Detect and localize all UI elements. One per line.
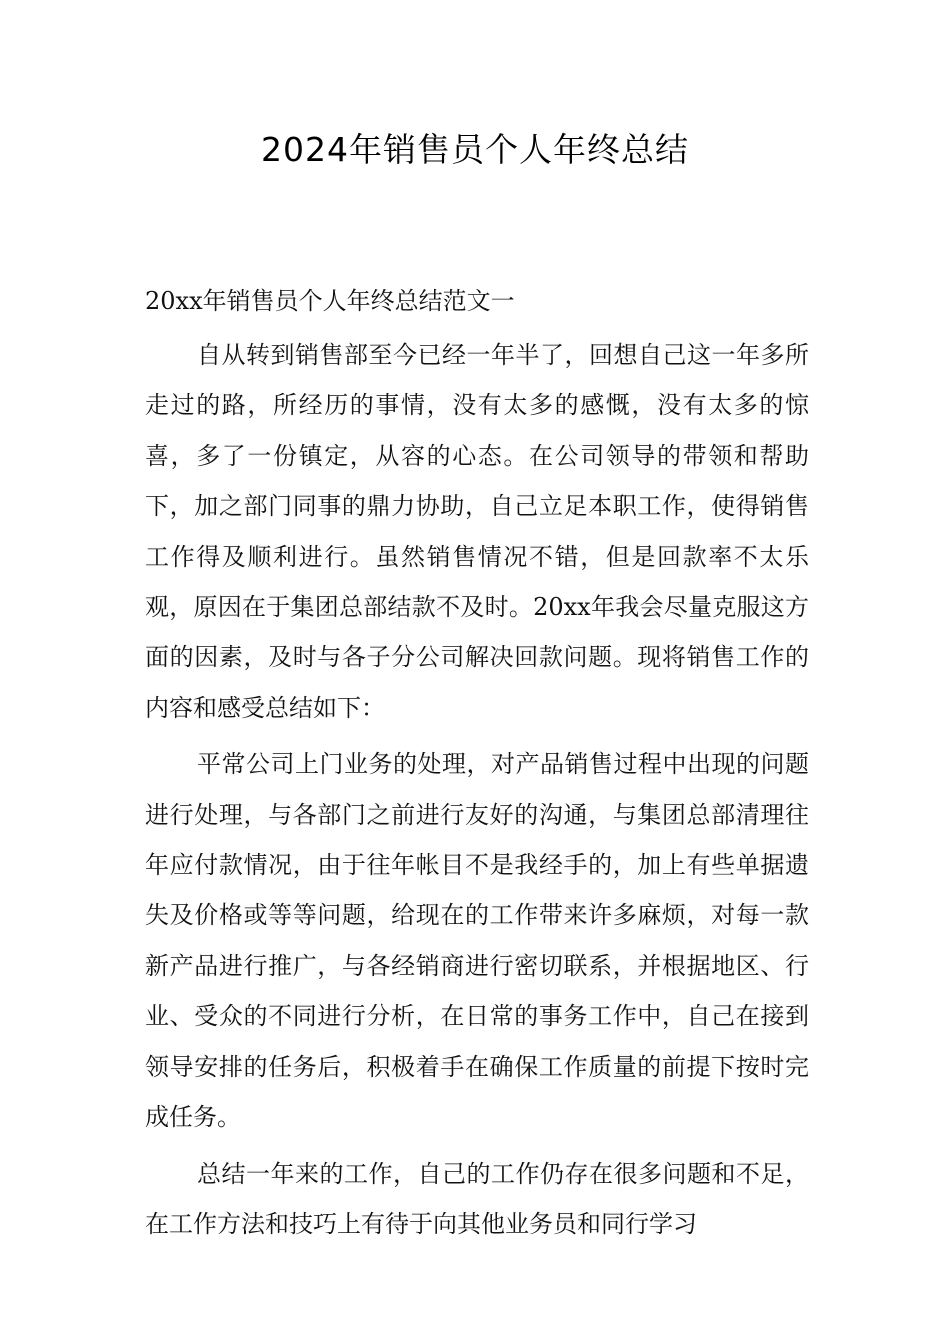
section-heading: 20xx年销售员个人年终总结范文一 [145, 287, 515, 315]
document-title: 2024年销售员个人年终总结 [261, 130, 689, 169]
paragraph-3: 总结一年来的工作，自己的工作仍存在很多问题和不足，在工作方法和技巧上有待于向其他业务员和同行学习 [145, 1159, 809, 1238]
paragraph-2: 平常公司上门业务的处理，对产品销售过程中出现的问题进行处理，与各部门之前进行友好的沟通，与集团总部清理往年应付款情况，由于往年帐目不是我经手的，加上有些单据遗失及价格或等等问题，给现在的工作带来许多麻烦，对每一款新产品进行推广，与各经销商进行密切联系，并根据地区、行业、受众的不同进行分析，在日常的事务工作中，自己在接到领导安排的任务后，积极着手在确保工作质量的前提下按时完成任务。 [145, 750, 809, 1132]
paragraph-1: 自从转到销售部至今已经一年半了，回想自己这一年多所走过的路，所经历的事情，没有太多的感慨，没有太多的惊喜，多了一份镇定，从容的心态。在公司领导的带领和帮助下，加之部门同事的鼎力协助，自己立足本职工作，使得销售工作得及顺利进行。虽然销售情况不错，但是回款率不太乐观，原因在于集团总部结款不及时。20xx年我会尽量克服这方面的因素，及时与各子分公司解决回款问题。现将销售工作的内容和感受总结如下： [145, 341, 809, 722]
document-body [145, 330, 809, 1255]
